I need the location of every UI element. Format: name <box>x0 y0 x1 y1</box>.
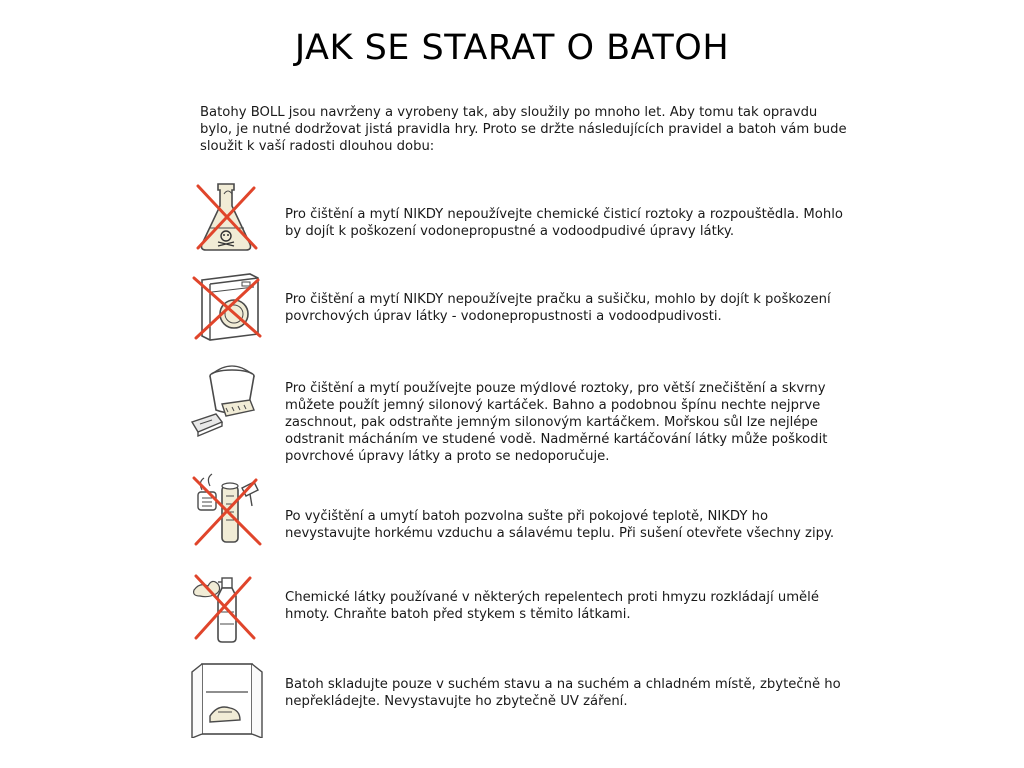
heater-hairdryer-crossed-icon <box>188 472 266 550</box>
spray-bottle-crossed-icon <box>188 568 266 646</box>
intro-paragraph: Batohy BOLL jsou navrženy a vyrobeny tak, aby sloužily po mnoho let. Aby tomu tak opravdu bylo, je nutné dodržovat jistá pravidla hry. Proto se držte následujících pravidel a batoh vám bude sloužit k vaší radosti dlouhou dobu: <box>200 105 847 154</box>
page-title: JAK SE STARAT O BATOH <box>294 28 730 68</box>
chemical-flask-crossed-icon <box>188 178 266 256</box>
tip-text-6: Batoh skladujte pouze v suchém stavu a na suchém a chladném místě, zbytečně ho nepřekládejte. Nevystavujte ho zbytečně UV záření. <box>285 677 841 709</box>
tip-text-4: Po vyčištění a umytí batoh pozvolna sušte při pokojové teplotě, NIKDY ho nevystavujte horkému vzduchu a sálavému teplu. Při sušení otevřete všechny zipy. <box>285 509 835 541</box>
washing-machine-crossed-icon <box>188 268 266 346</box>
tip-text-1: Pro čištění a mytí NIKDY nepoužívejte chemické čisticí roztoky a rozpouštědla. Mohlo by dojít k poškození vodonepropustné a vodoodpudivé úpravy látky. <box>285 207 843 239</box>
tip-text-5: Chemické látky používané v některých repelentech proti hmyzu rozkládají umělé hmoty. Chraňte batoh před stykem s těmito látkami. <box>285 590 819 622</box>
bucket-brush-soap-icon <box>188 364 266 442</box>
tip-text-3: Pro čištění a mytí používejte pouze mýdlové roztoky, pro větší znečištění a skvrny můžete použít jemný silonový kartáček. Bahno a podobnou špínu nechte nejprve zaschnout, pak odstraňte jemným silonovým kartáčkem. Mořskou sůl lze nejlépe odstranit mácháním ve studené vodě. Nadměrné kartáčování látky může poškodit povrchové úpravy látky a proto se nedoporučuje. <box>285 381 828 464</box>
tip-text-2: Pro čištění a mytí NIKDY nepoužívejte pračku a sušičku, mohlo by dojít k poškození povrchových úprav látky - vodonepropustnosti a vodoodpudivosti. <box>285 292 831 324</box>
open-cabinet-icon <box>188 660 266 738</box>
